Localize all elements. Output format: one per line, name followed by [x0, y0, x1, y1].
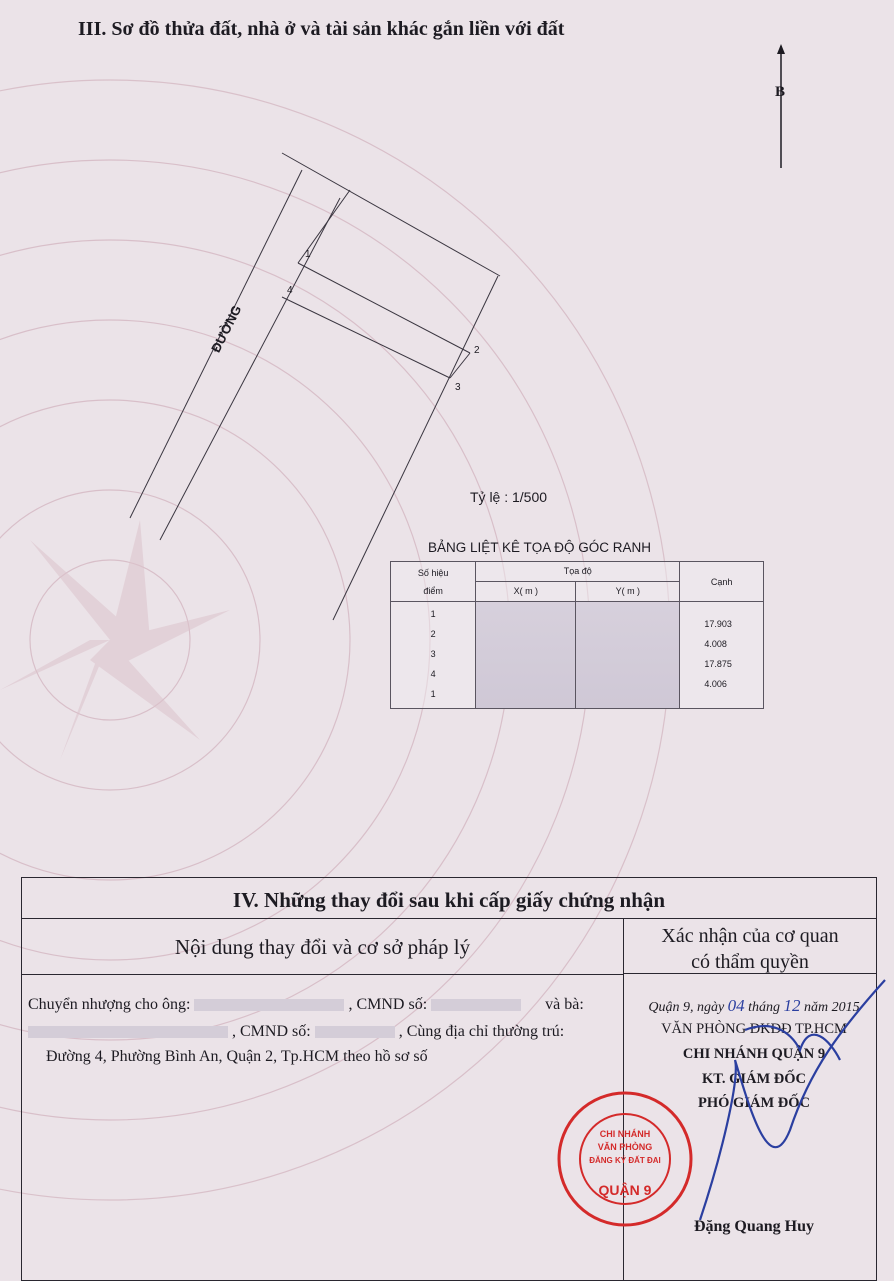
seal-text-3: ĐĂNG KÝ ĐẤT ĐAI — [589, 1156, 661, 1165]
x-values-redacted — [476, 602, 576, 709]
content-line-3: Đường 4, Phường Bình An, Quận 2, Tp.HCM theo hồ sơ số — [46, 1048, 428, 1065]
edge-length: 17.903 — [704, 619, 732, 630]
confirm-kt: KT. GIÁM ĐỐC — [701, 1071, 807, 1087]
point-id: 1 — [430, 689, 436, 700]
y-values-redacted — [576, 602, 680, 709]
point-id: 1 — [430, 609, 436, 620]
point-list — [391, 602, 476, 709]
vertex-label: 1 — [305, 249, 311, 260]
handwritten-day: 04 — [727, 996, 745, 1015]
handwritten-month: 12 — [783, 996, 801, 1015]
north-label: B — [775, 84, 786, 100]
seal-text-2: VĂN PHÒNG — [597, 1142, 653, 1152]
content-text: Chuyển nhượng cho ông: — [28, 996, 191, 1013]
date-text: năm 2015 — [804, 1000, 860, 1015]
vertex-label: 2 — [474, 345, 480, 356]
header-point-2: điểm — [391, 582, 476, 602]
header-coord: Tọa độ — [476, 562, 680, 582]
content-text: và bà: — [545, 996, 584, 1013]
north-arrow-icon — [760, 40, 820, 170]
content-line-2 — [28, 1023, 564, 1041]
signer-name: Đặng Quang Huy — [693, 1218, 815, 1235]
content-line-1 — [28, 996, 584, 1014]
confirm-deputy: PHÓ GIÁM ĐỐC — [698, 1095, 810, 1111]
scale-label: Tỷ lệ : 1/500 — [470, 489, 548, 505]
col-right-header-2: có thẩm quyền — [691, 951, 809, 973]
col-right-header-1: Xác nhận của cơ quan — [661, 925, 839, 947]
section3-title: III. Sơ đồ thửa đất, nhà ở và tài sản khác gắn liền với đất — [78, 18, 565, 40]
change-content — [22, 975, 624, 1280]
point-id: 3 — [430, 649, 436, 660]
vertex-label: 3 — [455, 382, 461, 393]
vertex-label: 4 — [287, 285, 293, 296]
edge-length: 4.008 — [704, 639, 727, 650]
edge-length: 17.875 — [704, 659, 732, 670]
header-point-1: Số hiệu — [391, 562, 476, 582]
header-edge: Cạnh — [680, 562, 764, 602]
seal-text-4: QUẬN 9 — [598, 1182, 652, 1198]
road-label: ĐƯỜNG — [208, 302, 245, 355]
redacted-id — [431, 999, 521, 1011]
coord-table-title: BẢNG LIỆT KÊ TỌA ĐỘ GÓC RANH — [428, 540, 652, 555]
confirm-branch: CHI NHÁNH QUẬN 9 — [682, 1046, 826, 1062]
edge-length: 4.006 — [704, 679, 727, 690]
content-text: , CMND số: — [232, 1023, 311, 1040]
redacted-name — [28, 1026, 228, 1038]
content-text: , Cùng địa chỉ thường trú: — [398, 1023, 565, 1040]
date-text: tháng — [748, 1000, 781, 1015]
point-id: 4 — [430, 669, 436, 680]
col-left-header: Nội dung thay đổi và cơ sở pháp lý — [22, 919, 624, 975]
header-x: X( m ) — [476, 582, 576, 602]
coord-table — [390, 561, 764, 709]
signature-mark — [640, 960, 890, 1240]
header-y: Y( m ) — [576, 582, 680, 602]
section4-title: IV. Những thay đổi sau khi cấp giấy chứng nhận — [22, 878, 876, 919]
date-text: Quận 9, ngày — [648, 1000, 725, 1015]
edge-list — [680, 602, 764, 709]
point-id: 2 — [430, 629, 436, 640]
confirm-office: VĂN PHÒNG ĐKĐĐ TP.HCM — [661, 1021, 847, 1037]
seal-text-1: CHI NHÁNH — [599, 1129, 651, 1139]
content-text: , CMND số: — [348, 996, 428, 1013]
redacted-name — [194, 999, 344, 1011]
redacted-id — [315, 1026, 395, 1038]
